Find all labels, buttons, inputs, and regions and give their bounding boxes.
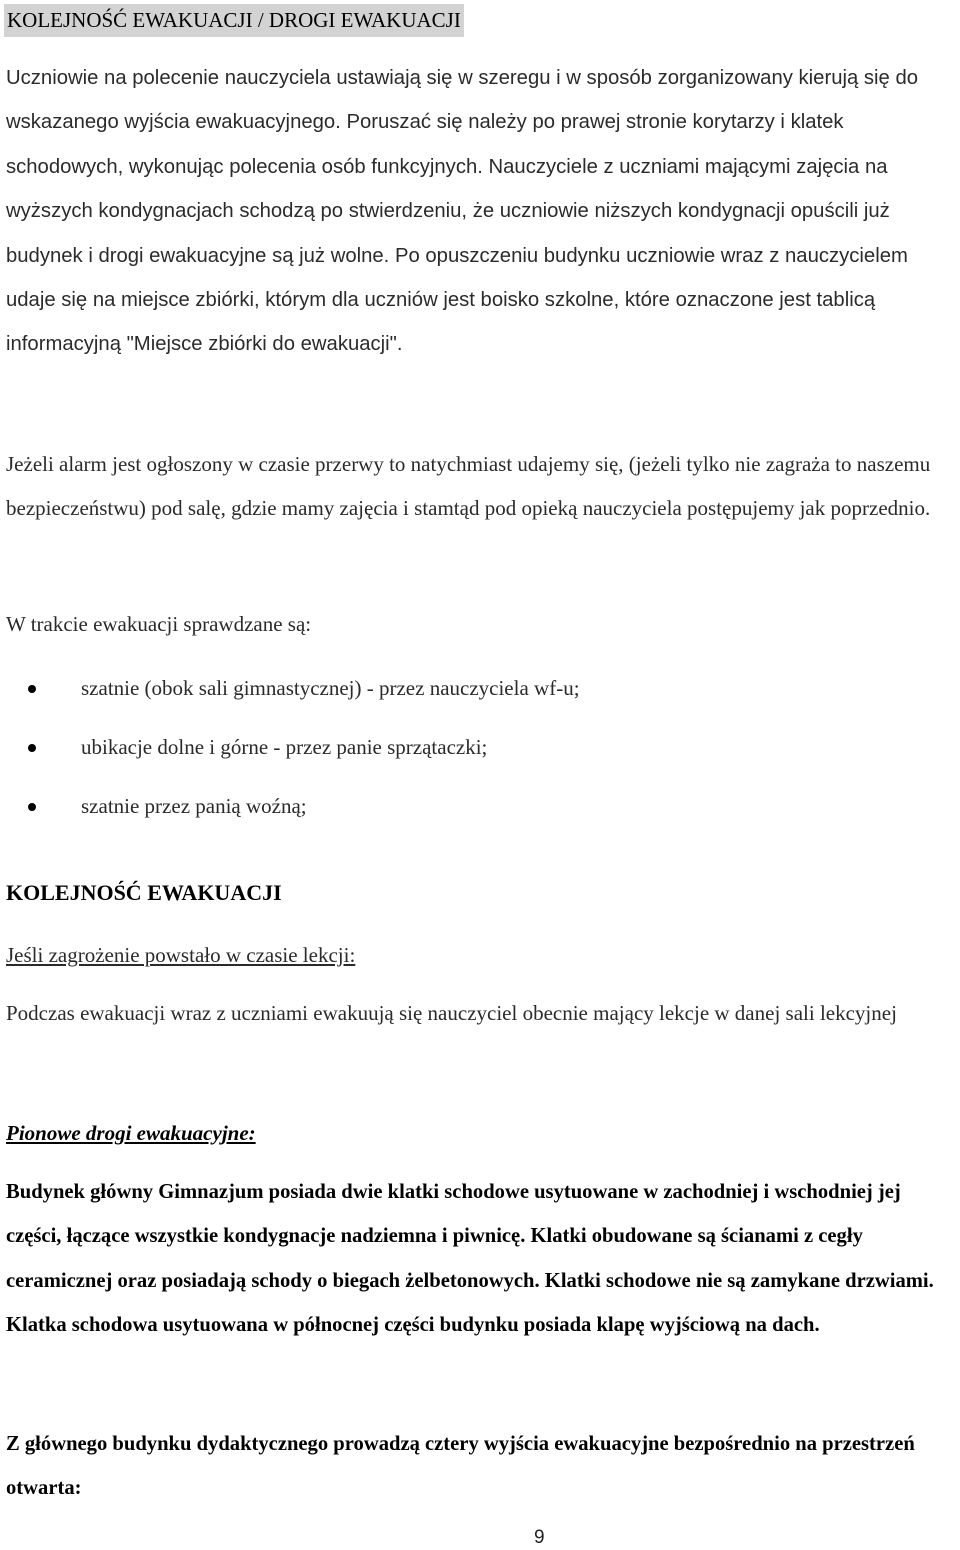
list-item-text: szatnie (obok sali gimnastycznej) - przez nauczyciela wf-u; (81, 676, 580, 700)
checked-intro: W trakcie ewakuacji sprawdzane są: (6, 612, 312, 636)
exits-paragraph: Z głównego budynku dydaktycznego prowadzą cztery wyjścia ewakuacyjne bezpośrednio na przestrzeń otwarta: (6, 1433, 915, 1500)
vertical-routes-paragraph: Budynek główny Gimnazjum posiada dwie klatki schodowe usytuowane w zachodniej i wschodniej jej części, łączące wszystkie kondygnacje nadziemna i piwnicę. Klatki obudowane są ścianami z cegły ceramicznej oraz posiadają schody o biegach żelbetonowych. Klatki schodowe nie są zamykane drzwiami. Klatka schodowa usytuowana w północnej części budynku posiada klapę wyjściową na dach. (6, 1181, 934, 1337)
evacuation-procedure-paragraph: Uczniowie na polecenie nauczyciela ustawiają się w szeregu i w sposób zorganizowany kierują się do wskazanego wyjścia ewakuacyjnego. Poruszać się należy po prawej stronie korytarzy i klatek schodowych, wykonując polecenia osób funkcyjnych. Nauczyciele z uczniami mającymi zajęcia na wyższych kondygnacjach schodzą po stwierdzeniu, że uczniowie niższych kondygnacji opuścili już budynek i drogi ewakuacyjne są już wolne. Po opuszczeniu budynku uczniowie wraz z nauczycielem udaje się na miejsce zbiórki, którym dla uczniów jest boisko szkolne, które oznaczone jest tablicą informacyjną "Miejsce zbiórki do ewakuacji". (6, 67, 919, 356)
bullet-icon (28, 803, 36, 811)
break-alarm-paragraph: Jeżeli alarm jest ogłoszony w czasie przerwy to natychmiast udajemy się, (jeżeli tylko nie zagraża to naszemu bezpieczeństwu) pod salę, gdzie mamy zajęcia i stamtąd pod opieką nauczyciela postępujemy jak poprzednio. (6, 452, 931, 520)
bullet-icon (28, 744, 36, 752)
lesson-paragraph: Podczas ewakuacji wraz z uczniami ewakuują się nauczyciel obecnie mający lekcje w danej sali lekcyjnej (6, 1001, 897, 1025)
list-item-text: ubikacje dolne i górne - przez panie sprzątaczki; (81, 735, 488, 759)
section-title: KOLEJNOŚĆ EWAKUACJI / DROGI EWAKUACJI (4, 4, 464, 37)
vertical-routes-label: Pionowe drogi ewakuacyjne: (6, 1121, 256, 1145)
page-number: 9 (534, 1527, 545, 1548)
order-heading: KOLEJNOŚĆ EWAKUACJI (6, 880, 282, 905)
bullet-icon (28, 685, 36, 693)
lesson-threat-label: Jeśli zagrożenie powstało w czasie lekcji: (6, 943, 356, 967)
list-item-text: szatnie przez panią woźną; (81, 794, 307, 818)
